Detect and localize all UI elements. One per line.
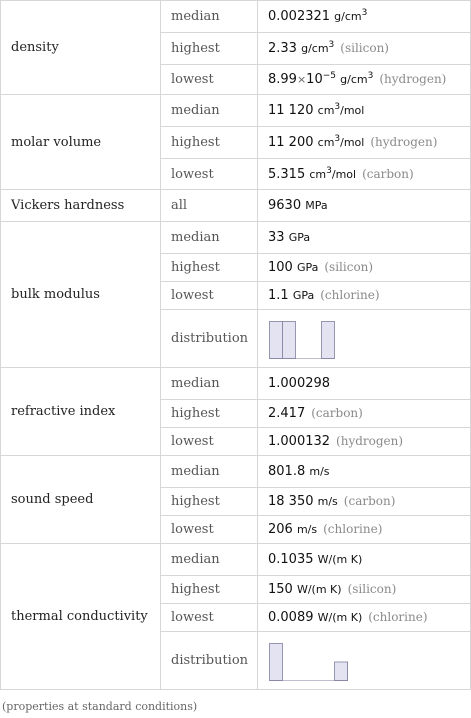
value-cell [258, 544, 471, 576]
table-row [1, 222, 471, 254]
stat-label: lowest [161, 282, 258, 310]
value-cell [258, 576, 471, 604]
value-number: 11 120 [268, 103, 314, 118]
value-cell [258, 488, 471, 516]
stat-label: median [161, 544, 258, 576]
property-label-refractive-index: refractive index [1, 368, 161, 456]
value-number: 1.000298 [268, 376, 331, 391]
value-unit: m/s [317, 495, 338, 508]
value-cell [258, 95, 471, 127]
stat-label: median [161, 456, 258, 488]
value-unit: cm [317, 104, 335, 117]
element-note: (carbon) [343, 494, 396, 508]
table-row [1, 368, 471, 400]
unit-exponent: 3 [361, 8, 368, 18]
bulk-modulus-histogram [268, 318, 348, 360]
histogram-bar [270, 643, 283, 680]
power-exponent: −5 [322, 71, 336, 81]
element-note: (hydrogen) [336, 434, 404, 448]
element-note: (silicon) [324, 260, 374, 274]
stat-label: median [161, 222, 258, 254]
unit-exponent: 3 [326, 165, 332, 176]
element-note: (hydrogen) [379, 72, 447, 86]
value-cell [258, 1, 471, 33]
value-unit: GPa [292, 289, 315, 302]
value-cell [258, 282, 471, 310]
value-cell [258, 33, 471, 65]
value-cell [258, 604, 471, 632]
histogram-bar [270, 321, 283, 358]
stat-label: all [161, 190, 258, 222]
value-unit: cm [309, 167, 327, 181]
value-number: 0.0089 [268, 610, 314, 625]
value-cell [258, 190, 471, 222]
value-number: 1.000132 [268, 434, 331, 449]
value-cell [258, 368, 471, 400]
value-number: 1.1 [268, 288, 289, 303]
footnote: (properties at standard conditions) [2, 700, 198, 713]
stat-label: highest [161, 400, 258, 428]
histogram-bar [335, 662, 348, 681]
table-row [1, 1, 471, 33]
value-unit: g/cm [301, 42, 329, 55]
value-number: 0.002321 [268, 9, 331, 24]
value-number: 150 [268, 582, 293, 597]
table-row [1, 95, 471, 127]
property-label-bulk-modulus: bulk modulus [1, 222, 161, 368]
value-cell [258, 516, 471, 544]
stat-label: median [161, 1, 258, 33]
thermal-conductivity-histogram [268, 640, 348, 682]
stat-label: lowest [161, 604, 258, 632]
value-number: 0.1035 [268, 552, 314, 567]
histogram-bar [283, 321, 296, 358]
stat-label: highest [161, 488, 258, 516]
value-unit: m/s [296, 523, 318, 536]
value-cell [258, 65, 471, 95]
element-note: (carbon) [362, 166, 414, 181]
stat-label: highest [161, 576, 258, 604]
table-row [1, 456, 471, 488]
stat-label: lowest [161, 428, 258, 456]
property-label-density: density [1, 1, 161, 95]
value-unit: cm [317, 136, 335, 149]
value-cell [258, 254, 471, 282]
stat-label: distribution [161, 310, 258, 368]
stat-label: highest [161, 127, 258, 159]
histogram-bar [322, 321, 335, 358]
value-unit: W/(m K) [317, 611, 363, 624]
property-label-thermal-conductivity: thermal conductivity [1, 544, 161, 690]
element-note: (chlorine) [323, 522, 383, 536]
times-sign: × [296, 73, 307, 86]
stat-label: distribution [161, 632, 258, 690]
value-unit-suffix: /mol [340, 104, 365, 117]
value-number: 8.99 [268, 72, 297, 87]
value-unit: g/cm [340, 73, 368, 86]
stat-label: highest [161, 254, 258, 282]
value-cell [258, 127, 471, 159]
element-note: (silicon) [340, 41, 389, 55]
value-cell [258, 222, 471, 254]
value-number: 206 [268, 522, 293, 537]
value-number: 100 [268, 260, 293, 275]
value-cell [258, 310, 471, 368]
element-note: (chlorine) [320, 288, 380, 302]
table-row [1, 190, 471, 222]
value-number: 33 [268, 230, 285, 245]
value-number: 5.315 [268, 166, 306, 182]
stat-label: highest [161, 33, 258, 65]
value-unit-suffix: /mol [331, 167, 357, 181]
stat-label: lowest [161, 516, 258, 544]
property-label-molar-volume: molar volume [1, 95, 161, 190]
value-cell [258, 159, 471, 190]
value-unit: MPa [305, 199, 328, 212]
unit-exponent: 3 [328, 40, 335, 50]
value-number: 9630 [268, 198, 302, 213]
element-note: (hydrogen) [370, 135, 438, 149]
stat-label: lowest [161, 159, 258, 190]
value-number: 801.8 [268, 464, 306, 479]
value-cell [258, 400, 471, 428]
value-number: 2.33 [268, 41, 297, 56]
value-cell [258, 428, 471, 456]
unit-exponent: 3 [367, 71, 374, 81]
value-number: 18 350 [268, 494, 314, 509]
unit-exponent: 3 [334, 102, 341, 112]
value-number: 2.417 [268, 406, 306, 421]
table-row [1, 544, 471, 576]
value-number: 11 200 [268, 135, 314, 150]
stat-label: lowest [161, 65, 258, 95]
value-cell [258, 632, 471, 690]
value-cell [258, 456, 471, 488]
element-note: (carbon) [311, 406, 363, 420]
stat-label: median [161, 368, 258, 400]
stat-label: median [161, 95, 258, 127]
value-unit-suffix: /mol [340, 136, 365, 149]
value-unit: g/cm [334, 10, 362, 23]
property-label-vickers-hardness: Vickers hardness [1, 190, 161, 222]
element-note: (chlorine) [368, 610, 428, 624]
value-unit: GPa [296, 261, 319, 274]
element-note: (silicon) [347, 582, 397, 596]
value-unit: GPa [288, 231, 311, 244]
value-unit: W/(m K) [296, 583, 342, 596]
property-label-sound-speed: sound speed [1, 456, 161, 544]
histogram-bar [348, 662, 349, 681]
value-unit: W/(m K) [317, 553, 363, 566]
unit-exponent: 3 [334, 134, 341, 144]
power-base: 10 [306, 72, 323, 87]
value-unit: m/s [309, 465, 330, 478]
